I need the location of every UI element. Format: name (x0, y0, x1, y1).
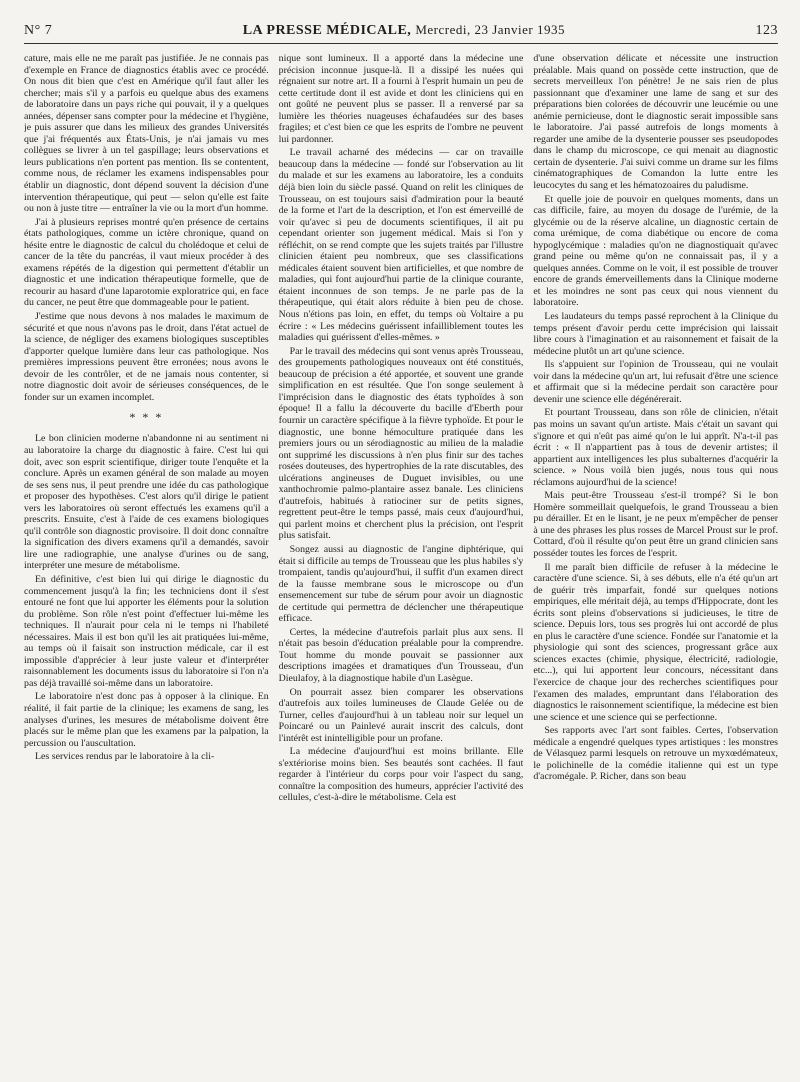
paragraph: Les services rendus par le laboratoire à la cli- (35, 751, 215, 763)
paragraph: Ses rapports avec l'art sont faibles. Certes, l'observation médicale a engendré quelques types artistiques : les monstres de Vélasquez parmi lesquels on retrouve un myxœdémateux, le polichinelle de la comédie italienne qui est un type d'acromégale. P. Richer, dans son beau (533, 725, 779, 783)
paragraph: En définitive, c'est bien lui qui dirige le diagnostic du commencement jusqu'à la fin; les techniciens dont il s'est entouré ne font que lui apporter les éléments pour la solution du problème. Son rôle n'est point d'effectuer lui-même les techniques. Il n'aurait pour cela ni le temps ni l'habileté nécessaires. Mais il est bon qu'il les ait pratiquées lui-même, au temps où il faisait son instruction médicale, car il est impossible d'apprécier à leur juste valeur et d'interpréter raisonnablement les documents issus du laboratoire si l'on n'a pas déjà travaillé soi-même dans un laboratoire. (24, 573, 269, 689)
paragraph: Certes, la médecine d'autrefois parlait plus aux sens. Il n'était pas besoin d'éducation préalable pour la comprendre. Tout homme du monde pouvait se passionner aux descriptions imagées et dramatiques d'un Trousseau, d'un Dieulafoy, à la diagnostique habile d'un Lasègue. (278, 626, 524, 684)
paragraph: Le laboratoire n'est donc pas à opposer à la clinique. En réalité, il fait partie de la clinique; les examens de sang, les analyses d'urines, les mesures de métabolisme doivent être placés sur le même plan que les examens par la palpation, la percussion ou l'auscultation. (24, 691, 269, 749)
paragraph: Il me paraît bien difficile de refuser à la médecine le caractère d'une science. Si, à ses débuts, elle n'a été qu'un art de guérir très imparfait, fondé sur quelques notions empiriques, elle méritait déjà, au temps d'Hippocrate, dont les écrits sont pleins d'observations si judicieuses, le titre de science. Depuis lors, tous ses progrès lui ont accordé de plus en plus le caractère d'une science. Fondée sur l'anatomie et la physiologie qui sont des sciences, progressant grâce aux sciences exactes (chimie, physique, électricité, radiologie, etc...), qui lui apportent leur concours, nécessitant dans l'exercice de chaque jour des recherches scientifiques pour l'examen des malades, empruntant dans l'élaboration des diagnostics le raisonnement scientifique, la médecine est bien une science et une science qui se perfectionne. (533, 561, 779, 723)
paragraph: Le travail acharné des médecins — car on travaille beaucoup dans la médecine — fondé sur l'observation au lit du malade et sur les examens au laboratoire, les a conduits déjà bien loin du siècle passé. Quand on relit les cliniques de Trousseau, on est toujours saisi d'admiration pour la beauté de la forme et l'art de la description, et l'on est émerveillé de voir qu'avec si peu de documents scientifiques, il ait pu cependant orienter son jugement médical. Mais si l'on y réfléchit, on se rend compte que les sujets traités par l'illustre clinicien étaient peu nombreux, que ses classifications médicales étaient souvent bien artificielles, et que nombre de maladies, qui font aujourd'hui partie de la clinique courante, étaient inconnues de son temps. Je ne parle pas de la thérapeutique, qui était alors réduite à bien peu de chose. Nous n'étions pas loin, en effet, du temps où Voltaire a pu écrire : « Les médecins guérissent infailliblement toutes les maladies qui guérissent d'elles-mêmes. » (278, 147, 524, 344)
paragraph: Le bon clinicien moderne n'abandonne ni au sentiment ni au laboratoire la charge du diagnostic à faire. C'est lui qui doit, avec son esprit scientifique, diriger toute l'enquête et la conclure. Après un examen général de son malade au moyen de ses sens nus, il peut prendre une idée du cas pathologique et proposer des hypothèses. C'est alors qu'il dirige le patient vers les laboratoires où seront effectués les examens qu'il a prescrits. Ensuite, c'est à l'aide de ces examens biologiques qu'il contrôle son diagnostic provisoire. Il doit donc connaître la signification des divers examens qu'il a demandés, savoir lire une radiographie, une analyse d'urines ou de sang, interpréter une mesure de métabolisme. (24, 433, 269, 572)
paragraph: Ils s'appuient sur l'opinion de Trousseau, qui ne voulait voir dans la médecine qu'un art, lui refusait d'être une science et affirmait que si la médecine perdait son caractère pour devenir une science elle dégénérerait. (533, 359, 779, 405)
paragraph: Par le travail des médecins qui sont venus après Trousseau, des groupements pathologiques nouveaux ont été constitués, beaucoup de précision a été apportée, et souvent une grande simplification en est résultée. Que l'on songe seulement à l'imprécision dans le diagnostic des états typhoïdes à son époque! Il a fallu la découverte du bacille d'Eberth pour fournir un caractère spécifique à la fièvre typhoïde. Et pour le diagnostic, une bonne hémoculture pratiquée dans les premiers jours ou un sérodiagnostic au milieu de la maladie ont supprimé les discussions à n'en plus finir sur des taches rosées douteuses, des hypertrophies de la rate discutables, des ulcérations angineuses de Duguet invisibles, ou une xanthochromie palmo-plantaire assez banale. Les cliniciens d'autrefois, habitués à ratiociner sur de petits signes, regrettent peut-être le temps passé, mais ceux d'aujourd'hui, qui parlent moins et cherchent plus la précision, ont l'esprit plus satisfait. (278, 345, 524, 542)
paragraph: Et quelle joie de pouvoir en quelques moments, dans un cas difficile, faire, au moyen du dosage de l'urémie, de la glycémie ou de la réserve alcaline, un diagnostic certain de coma urémique, de coma diabétique ou encore de coma hypoglycémique : maladies qu'on ne diagnostiquait qu'avec grand peine ou même qu'on ne connaissait pas, il y a quelques années. Comme on le voit, il est possible de trouver encore de grands émerveillements dans la Clinique moderne et les moindres ne sont pas ceux qui nous viennent du laboratoire. (533, 193, 779, 309)
paragraph: cature, mais elle ne me paraît pas justifiée. Je ne connais pas d'exemple en France de diagnostics établis avec ce procédé. On nous dit bien que c'est en Amérique qu'il faut aller les chercher; mais s'il y a parfois eu quelque abus des examens de laboratoire dans un pays riche qui pouvait, il y a quelques années, dépenser sans compter pour la médecine et l'hygiène, je puis assurer que dans les milieux des grandes Universités que j'ai fréquentés aux États-Unis, je n'ai jamais vu mes collègues se livrer à un tel gaspillage; leurs observations et leurs publications n'en portent pas mention. Ils se contentent, comme nous, de réclamer les examens indispensables pour établir un diagnostic, dont dépend souvent la décision d'une intervention thérapeutique, qui peut — selon qu'elle est faite ou non à juste titre — entraîner la vie ou la mort d'un homme. (24, 53, 269, 215)
paragraph: J'estime que nous devons à nos malades le maximum de sécurité et que nous n'avons pas le droit, dans l'état actuel de la science, de négliger des examens biologiques susceptibles d'apporter quelque lumière dans leur cas pathologique. Nos premières impressions peuvent être erronées; nous avons le devoir de les contrôler, et de ne jamais nous contenter, si notre diagnostic doit avoir de sérieuses conséquences, de le fonder sur un examen incomplet. (24, 311, 269, 403)
paragraph: d'une observation délicate et nécessite une instruction préalable. Mais quand on possède cette instruction, que de secrets merveilleux l'on pénètre! Je ne sais rien de plus passionnant que d'examiner une lame de sang et sur des préparations bien colorées de découvrir une leucémie ou une anémie pernicieuse, dont le diagnostic serait impossible sans le laboratoire. J'ai passé autrefois de longs moments à regarder une amibe de la dysenterie pousser ses pseudopodes dans le champ du microscope, ce qui menait au diagnostic certain de dysenterie. J'ai suivi comme un drame sur les films cinématographiques de Comandon la lutte entre les leucocytes du sang et les hématozoaires du paludisme. (533, 53, 779, 192)
section-separator: * * * (129, 410, 164, 425)
paragraph: J'ai à plusieurs reprises montré qu'en présence de certains états pathologiques, comme un ictère chronique, quand on hésite entre le diagnostic de calcul du cholédoque et celui de cancer de la tête du pancréas, il vaut mieux procéder à des examens répétés de la digestion qui permettent d'établir un diagnostic et une indication thérapeutique formelle, que de recourir au hasard d'une laparotomie exploratrice qui, en face du cancer, ne peut être que dommageable pour le patient. (24, 216, 269, 309)
journal-title-line (243, 22, 565, 39)
page-number: 123 (755, 23, 778, 38)
journal-title: LA PRESSE MÉDICALE, (242, 23, 412, 38)
paragraph: Songez aussi au diagnostic de l'angine diphtérique, qui était si difficile au temps de Trousseau que les plus habiles s'y trompaient, tandis qu'aujourd'hui, il suffit d'un examen direct de la fausse membrane sous le microscope ou d'un ensemencement sur tube de sérum pour avoir un diagnostic de certitude qui permettra de déclencher une thérapeutique efficace. (278, 543, 524, 625)
paragraph: Mais peut-être Trousseau s'est-il trompé? Si le bon Homère sommeillait quelquefois, le grand Trousseau a bien pu dérailler. Et en le lisant, je ne peux m'empêcher de penser à une des phrases les plus rosses de Marcel Proust sur le prof. Cottard, d'où il résulte qu'on peut être un grand clinicien sans posséder toutes les forces de l'esprit. (533, 490, 779, 559)
running-header (24, 22, 778, 44)
article-columns (24, 53, 778, 1079)
paragraph: Et pourtant Trousseau, dans son rôle de clinicien, n'était pas moins un savant qu'un artiste. Mais c'était un savant qui s'ignore et qui n'eût pas aimé qu'on le lui apprît. N'a-t-il pas écrit : « Il n'appartient pas à tous de devenir artistes; il appartient aux intelligences les plus subalternes d'acquérir la science. » Nous voilà bien jugés, nous tous qui nous réclamons aujourd'hui de la science! (533, 407, 779, 488)
column-1 (24, 53, 269, 1079)
issue-date: Mercredi, 23 Janvier 1935 (415, 22, 565, 37)
paragraph: nique sont lumineux. Il a apporté dans la médecine une précision inconnue jusque-là. Il a dissipé les nuées qui régnaient sur notre art. Il a fourni à l'esprit humain un peu de cette certitude dont il est avide et dont les cliniciens qui en ont goûté ne peuvent plus se passer. Il a renversé par sa lumière les théories nuageuses échafaudées sur des bases fragiles; et c'est bien ce que les esprits de l'ombre ne peuvent lui pardonner. (278, 53, 524, 145)
issue-number: N° 7 (24, 23, 53, 38)
column-2 (279, 53, 524, 1079)
paragraph: La médecine d'aujourd'hui est moins brillante. Elle s'extériorise moins bien. Ses beautés sont cachées. Il faut regarder à l'intérieur du corps pour voir l'aspect du sang, connaître la composition des humeurs, apprécier l'activité des cellules, c'est-à-dire le métabolisme. Cela est (278, 746, 524, 804)
paragraph: On pourrait assez bien comparer les observations d'autrefois aux toiles lumineuses de Claude Gelée ou de Turner, celles d'aujourd'hui à un tableau noir sur lequel un Poincaré ou un Painlevé aurait inscrit des calculs, dont l'intérêt est inintelligible pour un profane. (278, 686, 524, 744)
paragraph: Les laudateurs du temps passé reprochent à la Clinique du temps présent d'avoir perdu cette imprécision qui laissait libre cours à l'imagination et au raisonnement et faisait de la médecine plutôt un art qu'une science. (533, 311, 779, 357)
column-3 (533, 53, 778, 1079)
